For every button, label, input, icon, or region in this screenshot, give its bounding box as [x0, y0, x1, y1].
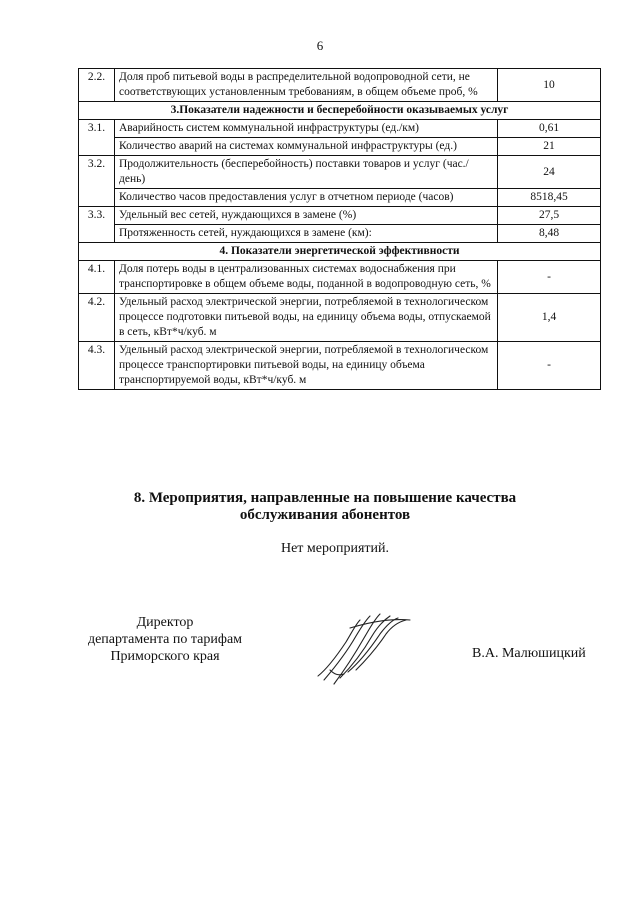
- row-value: 21: [498, 138, 601, 156]
- row-value: 10: [498, 69, 601, 102]
- row-description: Количество часов предоставления услуг в отчетном периоде (часов): [115, 189, 498, 207]
- row-description: Аварийность систем коммунальной инфраструктуры (ед./км): [115, 120, 498, 138]
- section-8-heading: [80, 490, 570, 524]
- row-number: 4.3.: [79, 342, 115, 390]
- table-row: [79, 342, 601, 390]
- row-description: Протяженность сетей, нуждающихся в замене (км):: [115, 225, 498, 243]
- table-row: [79, 261, 601, 294]
- row-number: 3.2.: [79, 156, 115, 207]
- row-value: 1,4: [498, 294, 601, 342]
- row-description: Продолжительность (бесперебойность) поставки товаров и услуг (час./день): [115, 156, 498, 189]
- row-number: 3.1.: [79, 120, 115, 156]
- row-description: Количество аварий на системах коммунальной инфраструктуры (ед.): [115, 138, 498, 156]
- section-heading: 4. Показатели энергетической эффективности: [79, 243, 601, 261]
- table-row: [79, 189, 601, 207]
- row-value: 24: [498, 156, 601, 189]
- row-description: Удельный расход электрической энергии, потребляемой в технологическом процессе транспортировки питьевой воды, на единицу объема транспортируемой воды, кВт*ч/куб. м: [115, 342, 498, 390]
- section-8-heading-line2: обслуживания абонентов: [239, 507, 411, 523]
- row-description: Доля потерь воды в централизованных системах водоснабжения при транспортировке в общем объеме воды, поданной в водопроводную сеть, %: [115, 261, 498, 294]
- no-measures-text: Нет мероприятий.: [280, 541, 390, 556]
- section-heading: 3.Показатели надежности и бесперебойности оказываемых услуг: [79, 102, 601, 120]
- signatory-title: [60, 614, 270, 665]
- table-row: [79, 120, 601, 138]
- table-row: [79, 69, 601, 102]
- row-number: 4.1.: [79, 261, 115, 294]
- row-description: Удельный расход электрической энергии, потребляемой в технологическом процессе подготовки питьевой воды, на единицу объема воды, отпускаемой в сеть, кВт*ч/куб. м: [115, 294, 498, 342]
- table-row: [79, 294, 601, 342]
- table-row: [79, 207, 601, 225]
- table-row: [79, 156, 601, 189]
- row-description: Доля проб питьевой воды в распределительной водопроводной сети, не соответствующих установленным требованиям, в общем объеме проб, %: [115, 69, 498, 102]
- row-value: 27,5: [498, 207, 601, 225]
- section-row: [79, 243, 601, 261]
- row-number: 4.2.: [79, 294, 115, 342]
- row-number: 3.3.: [79, 207, 115, 243]
- table-row: [79, 225, 601, 243]
- row-number: 2.2.: [79, 69, 115, 102]
- section-8-heading-line1: 8. Мероприятия, направленные на повышение качества: [133, 490, 517, 506]
- section-row: [79, 102, 601, 120]
- row-value: -: [498, 261, 601, 294]
- signatory-name: В.А. Малюшицкий: [472, 646, 586, 661]
- row-value: -: [498, 342, 601, 390]
- signatory-title-line3: Приморского края: [110, 649, 220, 664]
- handwritten-signature: [310, 610, 420, 690]
- row-value: 8518,45: [498, 189, 601, 207]
- signatory-title-line1: Директор: [136, 615, 194, 630]
- page-number: 6: [316, 38, 324, 53]
- signatory-title-line2: департамента по тарифам: [87, 632, 243, 647]
- table-row: [79, 138, 601, 156]
- row-value: 8,48: [498, 225, 601, 243]
- row-description: Удельный вес сетей, нуждающихся в замене (%): [115, 207, 498, 225]
- row-value: 0,61: [498, 120, 601, 138]
- indicators-table: [78, 68, 601, 390]
